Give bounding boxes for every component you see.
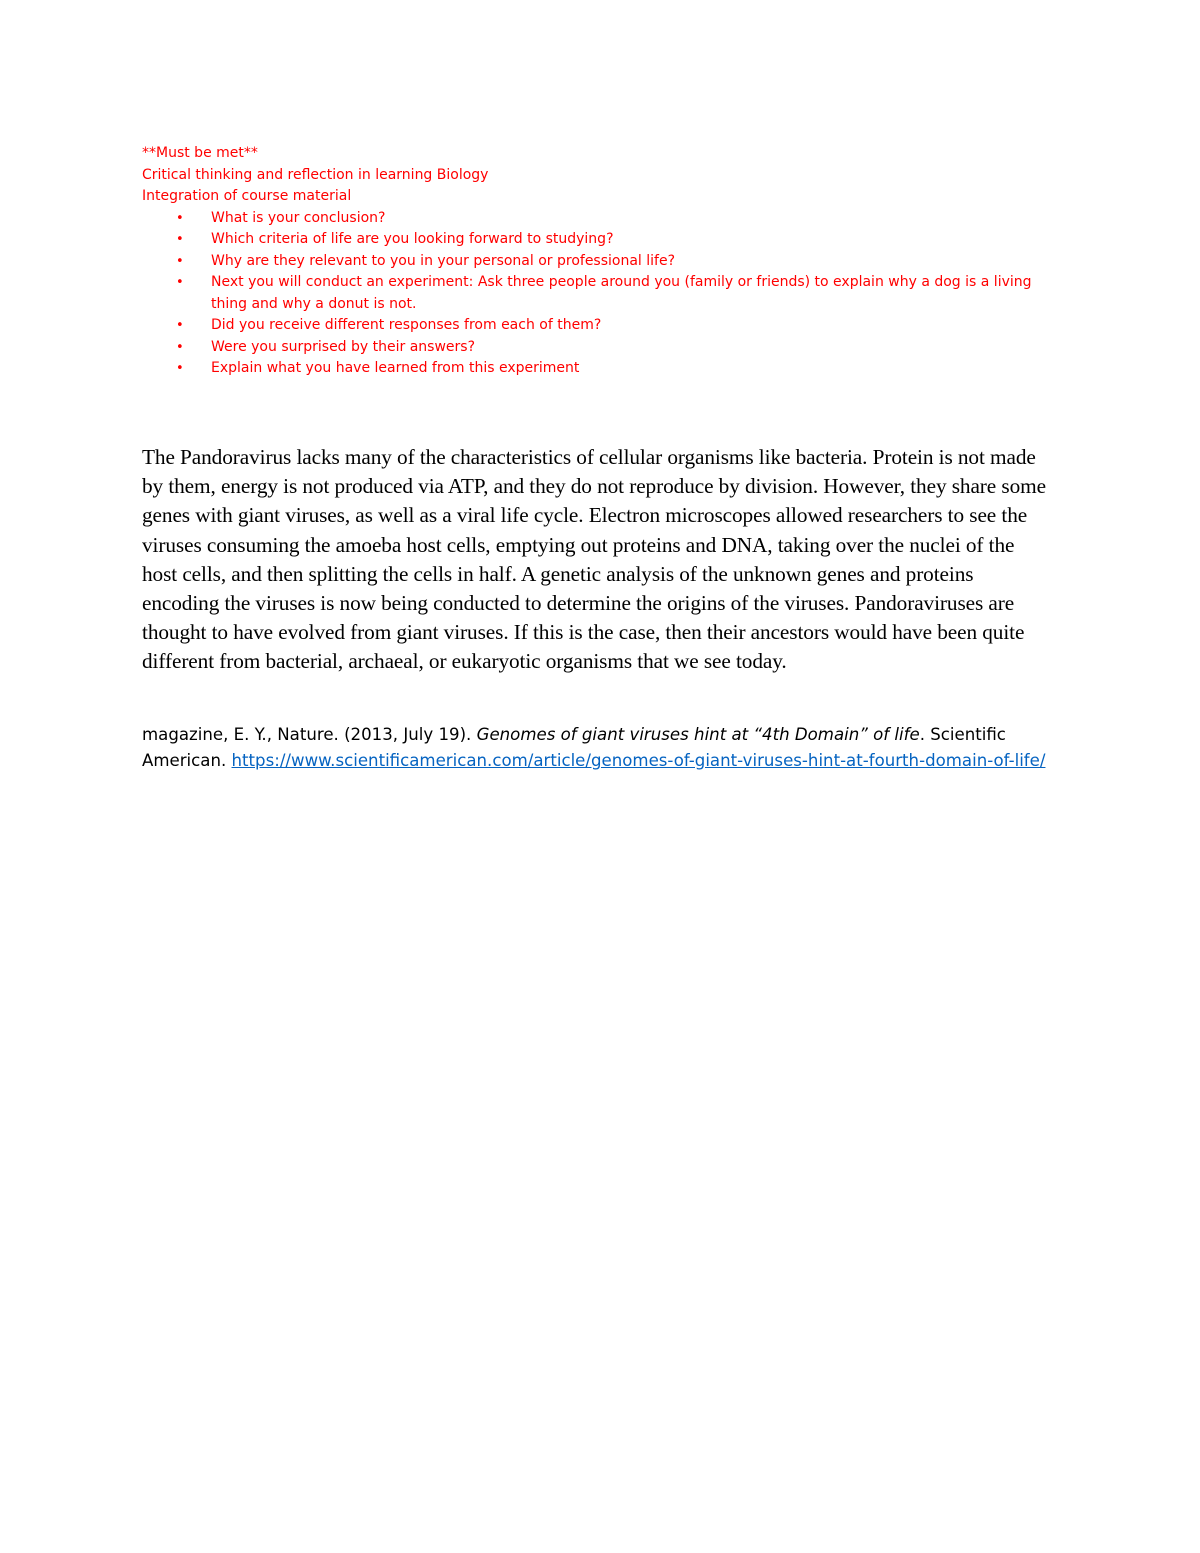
- requirements-integration: Integration of course material: [142, 188, 352, 204]
- bullet-icon: •: [176, 318, 184, 333]
- list-item-text: Explain what you have learned from this experiment: [211, 360, 580, 376]
- citation-author-date: magazine, E. Y., Nature. (2013, July 19).: [142, 725, 477, 744]
- list-item-text: Were you surprised by their answers?: [211, 338, 476, 355]
- list-item: [142, 208, 1062, 230]
- list-item-text: Why are they relevant to you in your personal or professional life?: [211, 252, 676, 269]
- citation-link[interactable]: https://www.scientificamerican.com/article/genomes-of-giant-viruses-hint-at-fourth-domain-of-life/: [231, 751, 1046, 770]
- bullet-icon: •: [176, 232, 184, 247]
- list-item: [142, 251, 1062, 273]
- list-item: [142, 337, 1062, 359]
- requirements-list: [142, 208, 1062, 380]
- list-item: [142, 358, 1062, 380]
- bullet-icon: •: [176, 275, 184, 290]
- bullet-icon: •: [176, 361, 184, 376]
- citation-publisher: . Scientific American.: [142, 725, 1006, 770]
- requirements-block: [142, 143, 1062, 380]
- list-item-text: Next you will conduct an experiment: Ask three people around you (family or friends) to explain why a dog is a living thing and why a donut is not.: [211, 274, 1032, 312]
- requirements-heading: **Must be met**: [142, 145, 258, 161]
- requirements-critical-thinking: Critical thinking and reflection in learning Biology: [142, 166, 489, 183]
- list-item-text: Which criteria of life are you looking forward to studying?: [211, 231, 614, 247]
- list-item: [142, 229, 1062, 251]
- bullet-icon: •: [176, 339, 184, 355]
- bullet-icon: •: [176, 253, 184, 269]
- bullet-icon: •: [176, 210, 184, 226]
- list-item: [142, 272, 1062, 315]
- citation: [142, 722, 1062, 774]
- list-item: [142, 315, 1062, 337]
- citation-title: Genomes of giant viruses hint at “4th Domain” of life: [476, 725, 920, 744]
- body-paragraph: The Pandoravirus lacks many of the characteristics of cellular organisms like bacteria. Protein is not made by them, energy is not produced via ATP, and they do not reproduce by division. However, they share some genes with giant viruses, as well as a viral life cycle. Electron microscopes allowed researchers to see the viruses consuming the amoeba host cells, emptying out proteins and DNA, taking over the nuclei of the host cells, and then splitting the cells in half. A genetic analysis of the unknown genes and proteins encoding the viruses is now being conducted to determine the origins of the viruses. Pandoraviruses are thought to have evolved from giant viruses. If this is the case, then their ancestors would have been quite different from bacterial, archaeal, or eukaryotic organisms that we see today.: [142, 445, 1046, 674]
- list-item-text: Did you receive different responses from each of them?: [211, 317, 602, 333]
- list-item-text: What is your conclusion?: [211, 209, 386, 226]
